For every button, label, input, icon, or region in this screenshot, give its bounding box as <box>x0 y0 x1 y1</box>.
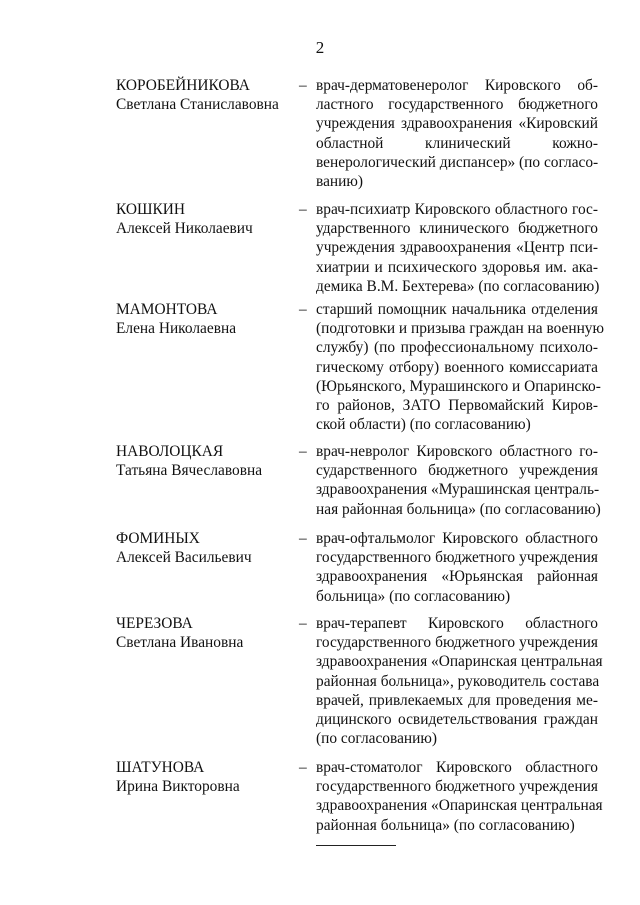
member-surname: НАВОЛОЦКАЯ <box>116 443 224 460</box>
position-line: врач-психиатр Кировского областного гос- <box>316 201 598 218</box>
position-line: врач-стоматолог Кировского областного <box>316 759 598 776</box>
position-line: хиатрии и психического здоровья им. ака- <box>316 258 598 276</box>
position-line: районная больница», руководитель состава <box>316 672 600 690</box>
position-line: врач-терапевт Кировского областного <box>316 615 598 632</box>
member-given-names: Алексей Николаевич <box>116 220 253 238</box>
position-line: здравоохранения «Опаринская центральная <box>316 797 603 815</box>
position-line: государственного бюджетного учреждения <box>316 549 598 567</box>
member-position <box>316 614 603 748</box>
member-given-names: Алексей Васильевич <box>116 549 252 567</box>
position-line: службу) (по профессиональному психоло- <box>316 339 598 357</box>
position-line: государственного бюджетного учреждения <box>316 778 598 796</box>
position-line: ная районная больница» (по согласованию) <box>316 500 601 518</box>
dash-separator: – <box>299 530 307 547</box>
member-position <box>316 529 598 606</box>
member-surname: ЧЕРЕЗОВА <box>116 615 193 632</box>
position-line: дицинского освидетельствования граждан <box>316 711 598 729</box>
member-entry <box>0 300 640 442</box>
position-line: учреждения здравоохранения «Кировский <box>316 115 598 133</box>
position-line: го районов, ЗАТО Первомайский Киров- <box>316 397 598 415</box>
position-line: (по согласованию) <box>316 730 437 748</box>
position-line: (Юрьянского, Мурашинского и Опаринско- <box>316 377 601 395</box>
dash-separator: – <box>299 615 307 632</box>
dash-separator: – <box>299 759 307 776</box>
member-position <box>316 200 598 296</box>
member-given-names: Татьяна Вячеславовна <box>116 462 263 480</box>
position-line: здравоохранения «Опаринская центральная <box>316 653 603 671</box>
member-given-names: Ирина Викторовна <box>116 778 240 796</box>
position-line: ластного государственного бюджетного <box>316 96 598 114</box>
page-number: 2 <box>315 38 325 57</box>
position-line: учреждения здравоохранения «Центр пси- <box>316 239 598 257</box>
member-surname: ФОМИНЫХ <box>116 530 200 547</box>
dash-separator: – <box>299 301 307 318</box>
member-surname: МАМОНТОВА <box>116 301 218 318</box>
end-of-list-rule <box>316 845 396 846</box>
member-position <box>316 300 605 434</box>
position-line: старший помощник начальника отделения <box>316 301 598 318</box>
position-line: ванию) <box>316 173 363 191</box>
dash-separator: – <box>299 443 307 460</box>
member-list <box>0 76 640 838</box>
member-given-names: Светлана Ивановна <box>116 634 244 652</box>
member-entry <box>0 529 640 614</box>
member-name <box>116 76 291 114</box>
member-entry <box>0 614 640 758</box>
position-line: (подготовки и призыва граждан на военную <box>316 320 605 338</box>
position-line: государственного бюджетного учреждения <box>316 634 598 652</box>
position-line: больница» (по согласованию) <box>316 587 511 605</box>
member-entry <box>0 442 640 529</box>
position-line: здравоохранения «Юрьянская районная <box>316 568 598 586</box>
position-line: гическому отбору) военного комиссариата <box>316 358 598 376</box>
position-line: областной клинический кожно- <box>316 134 598 152</box>
member-position <box>316 76 598 191</box>
position-line: здравоохранения «Мурашинская централь- <box>316 481 600 499</box>
position-line: врачей, привлекаемых для проведения ме- <box>316 691 598 709</box>
position-line: венерологический диспансер» (по согласо- <box>316 153 599 171</box>
member-surname: КОРОБЕЙНИКОВА <box>116 77 250 94</box>
member-surname: КОШКИН <box>116 201 186 218</box>
member-entry <box>0 200 640 300</box>
member-name <box>116 300 291 338</box>
member-name <box>116 529 291 567</box>
dash-separator: – <box>299 201 307 218</box>
member-position <box>316 442 601 519</box>
position-line: районная больница» (по согласованию) <box>316 816 575 834</box>
member-name <box>116 200 291 238</box>
position-line: врач-дерматовенеролог Кировского об- <box>316 77 598 94</box>
member-given-names: Светлана Станиславовна <box>116 96 279 114</box>
position-line: ской области) (по согласованию) <box>316 416 531 434</box>
member-name <box>116 442 291 480</box>
member-name <box>116 614 291 652</box>
position-line: врач-офтальмолог Кировского областного <box>316 530 598 547</box>
member-name <box>116 758 291 796</box>
position-line: врач-невролог Кировского областного го- <box>316 443 598 460</box>
member-given-names: Елена Николаевна <box>116 320 237 338</box>
position-line: ударственного клинического бюджетного <box>316 220 598 238</box>
position-line: сударственного бюджетного учреждения <box>316 462 598 480</box>
member-entry <box>0 76 640 200</box>
position-line: демика В.М. Бехтерева» (по согласованию) <box>316 277 600 295</box>
member-surname: ШАТУНОВА <box>116 759 205 776</box>
member-position <box>316 758 603 835</box>
dash-separator: – <box>299 77 307 94</box>
member-entry <box>0 758 640 838</box>
